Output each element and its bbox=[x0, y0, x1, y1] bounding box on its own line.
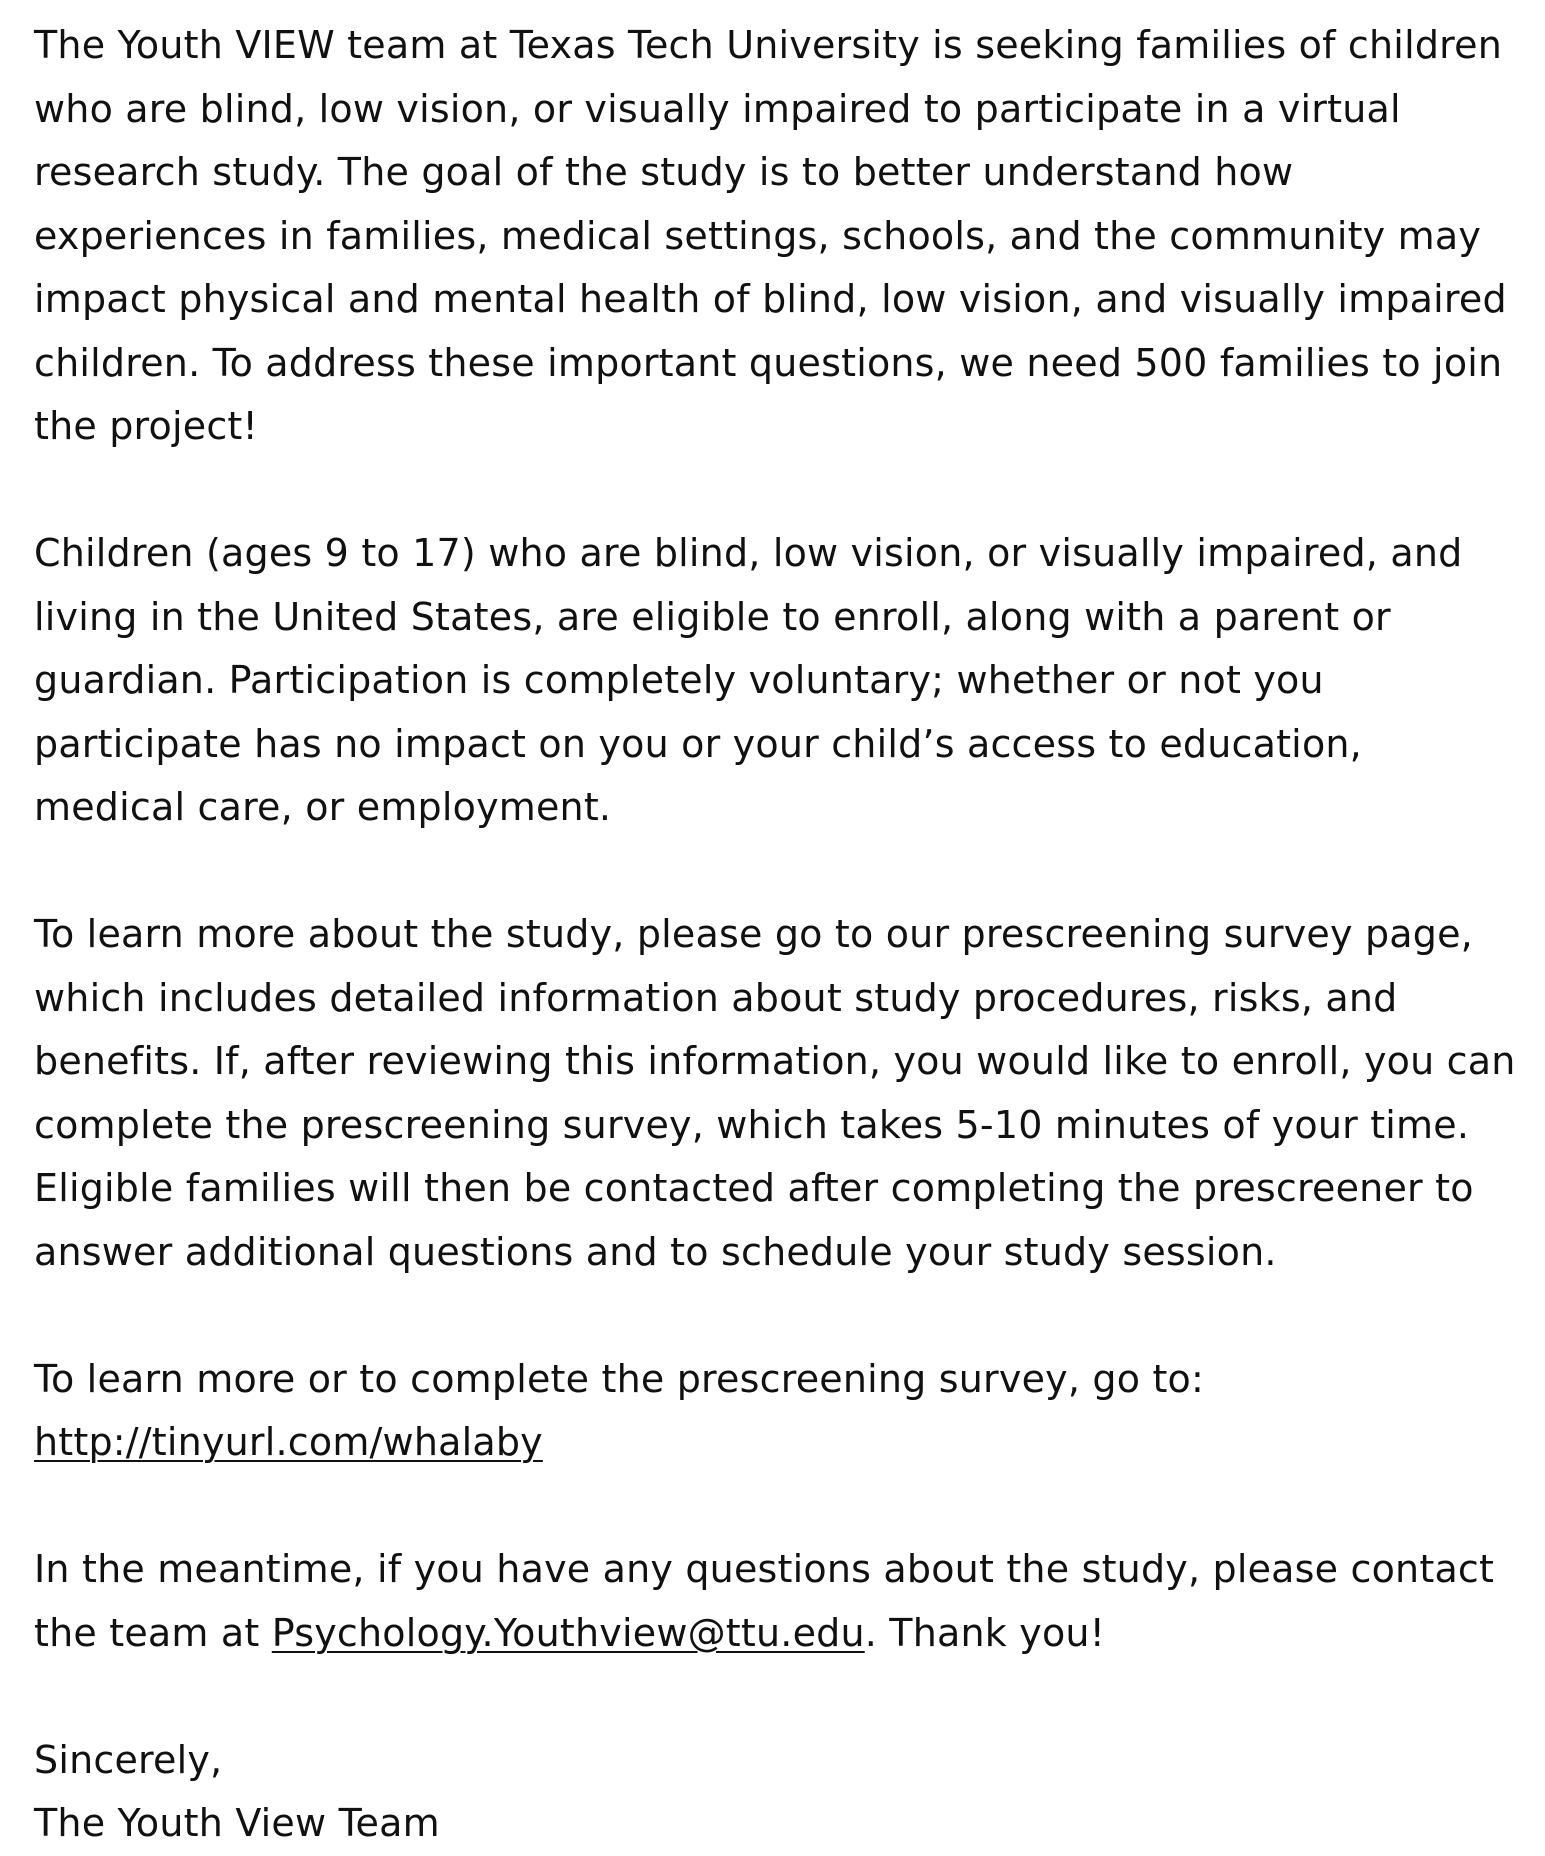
closing-block bbox=[34, 1729, 1534, 1856]
contact-suffix: . Thank you! bbox=[864, 1610, 1106, 1655]
learn-more-paragraph: To learn more about the study, please go to our prescreening survey page, which includes detailed information about study procedures, risks, and benefits. If, after reviewing this information, you would like to enroll, you can complete the prescreening survey, which takes 5-10 minutes of your time. Eligible families will then be contacted after completing the prescreener to answer additional questions and to schedule your study session. bbox=[34, 912, 1516, 1274]
survey-paragraph bbox=[34, 1348, 1534, 1475]
letter-body bbox=[34, 14, 1534, 1856]
closing-salutation: Sincerely, bbox=[34, 1737, 223, 1782]
contact-paragraph bbox=[34, 1538, 1534, 1665]
survey-prompt: To learn more or to complete the prescreening survey, go to: bbox=[34, 1356, 1204, 1401]
survey-link[interactable]: http://tinyurl.com/whalaby bbox=[34, 1420, 543, 1464]
eligibility-paragraph: Children (ages 9 to 17) who are blind, low vision, or visually impaired, and living in the United States, are eligible to enroll, along with a parent or guardian. Participation is completely voluntary; whether or not you participate has no impact on you or your child’s access to education, medical care, or employment. bbox=[34, 531, 1463, 829]
signature: The Youth View Team bbox=[34, 1801, 440, 1845]
contact-prefix: In the meantime, if you have any questions about the study, please contact the team at bbox=[34, 1547, 1495, 1655]
intro-paragraph: The Youth VIEW team at Texas Tech University is seeking families of children who are blind, low vision, or visually impaired to participate in a virtual research study. The goal of the study is to better understand how experiences in families, medical settings, schools, and the community may impact physical and mental health of blind, low vision, and visually impaired children. To address these important questions, we need 500 families to join the project! bbox=[34, 23, 1507, 448]
contact-email-link[interactable]: Psychology.Youthview@ttu.edu bbox=[271, 1610, 865, 1655]
